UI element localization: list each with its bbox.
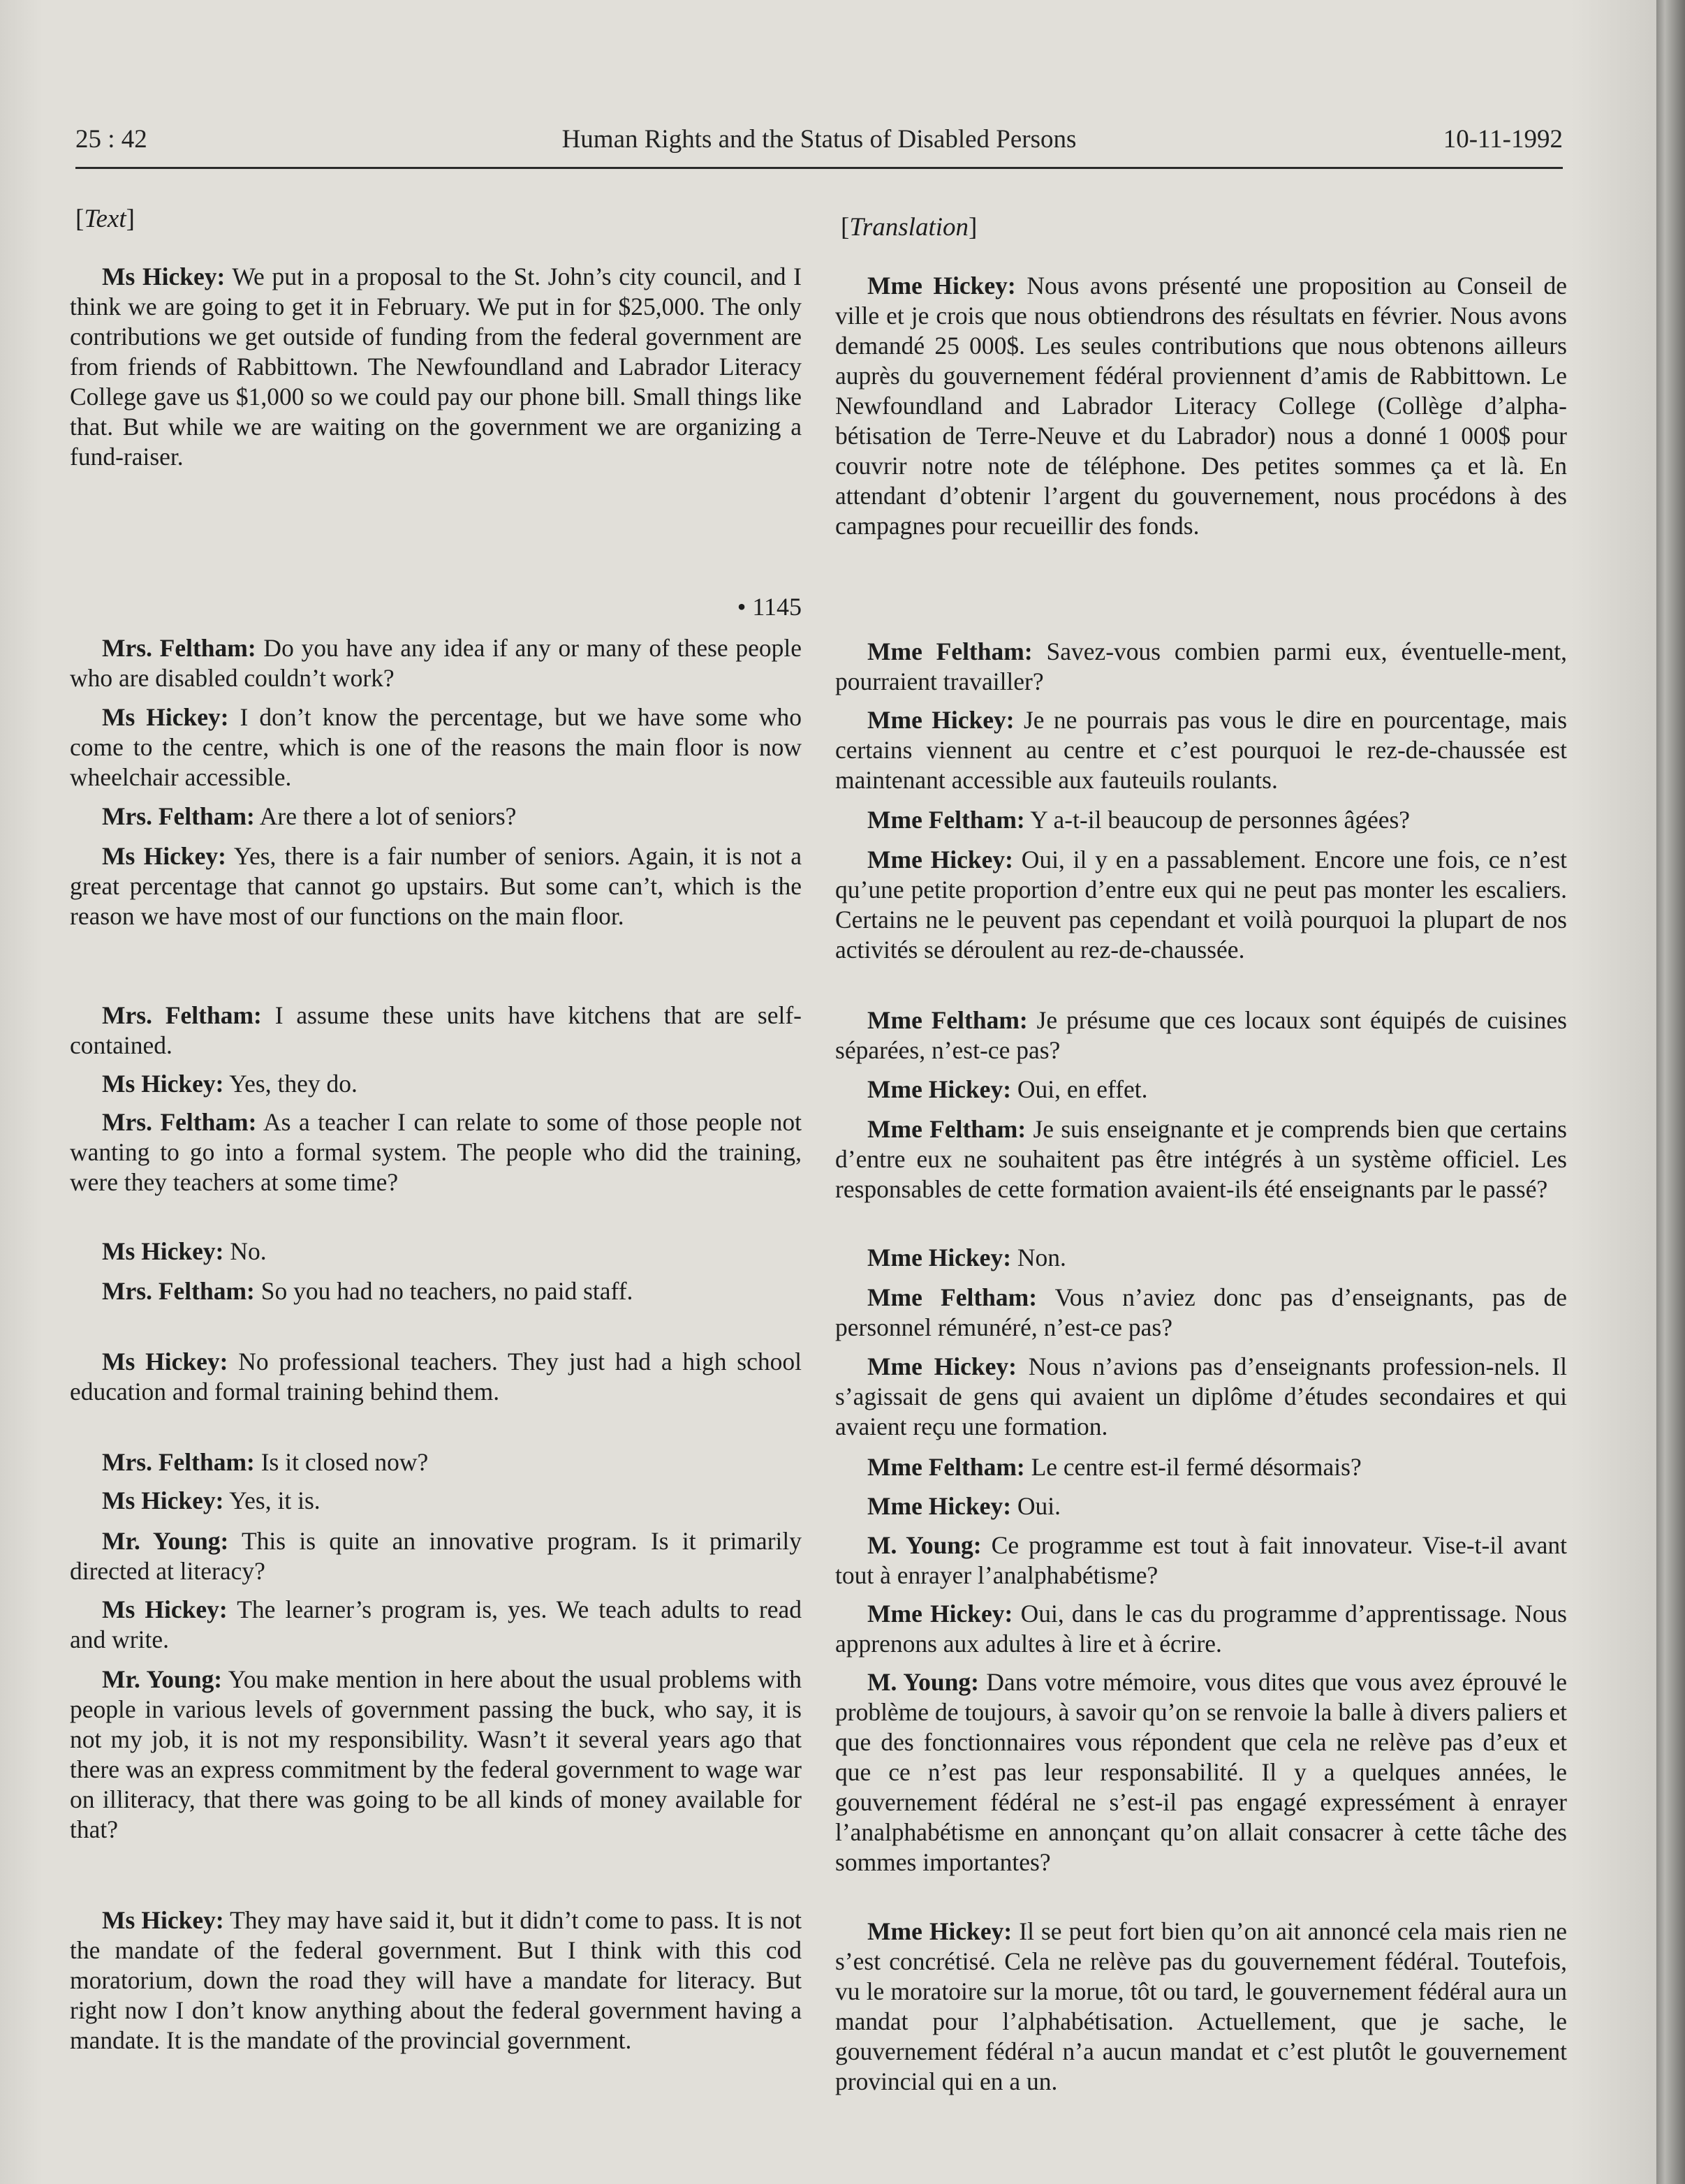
transcript-paragraph	[70, 1107, 802, 1197]
page-binding-edge	[1656, 0, 1685, 2184]
transcript-paragraph	[70, 1347, 802, 1407]
transcript-paragraph	[835, 1917, 1567, 2097]
speech: I don’t know the percentage, but we have some who come to the centre, which is one of the reasons the main floor is now wheelchair accessible.	[70, 703, 802, 791]
speaker: Ms Hickey:	[102, 1595, 228, 1623]
transcript-paragraph	[835, 1667, 1567, 1877]
speaker: M. Young:	[867, 1531, 982, 1559]
speaker: Mme Feltham:	[867, 1006, 1028, 1034]
speech: Non.	[1011, 1244, 1066, 1271]
speech: Le centre est-il fermé désormais?	[1024, 1453, 1362, 1481]
speaker: Ms Hickey:	[102, 703, 229, 731]
speaker: Mme Hickey:	[867, 846, 1013, 873]
transcript-paragraph	[835, 1352, 1567, 1442]
speaker: Mme Feltham:	[867, 637, 1033, 665]
time-marker: • 1145	[737, 593, 802, 621]
speaker: Mme Hickey:	[867, 1352, 1017, 1380]
speech: This is quite an innovative program. Is it primarily directed at literacy?	[70, 1527, 802, 1585]
transcript-paragraph	[70, 802, 802, 832]
speech: Dans votre mémoire, vous dites que vous avez éprouvé le problème de toujours, à savoir qu’on se renvoie la balle à divers paliers et que des fonctionnaires vous répondent que cela ne relève pas d’eux et que ce n’est pas leur responsabilité. Il y a quelques années, le gouvernement fédéral ne s’est-il pas engagé expressément à enrayer l’analphabétisme en annonçant qu’on allait consacrer à cette tâche des sommes importantes?	[835, 1668, 1568, 1876]
transcript-paragraph	[70, 1665, 802, 1845]
speaker: Mr. Young:	[102, 1665, 223, 1693]
speech: Y a-t-il beaucoup de personnes âgées?	[1024, 806, 1411, 834]
speaker: Ms Hickey:	[102, 1070, 224, 1098]
speaker: Mme Hickey:	[867, 1075, 1012, 1103]
speech: Nous n’avions pas d’enseignants profession-nels. Il s’agissait de gens qui avaient un diplôme d’études secondaires et qui avaient reçu une formation.	[835, 1352, 1567, 1440]
transcript-paragraph	[70, 1447, 802, 1477]
speech: Savez-vous combien parmi eux, éventuelle-ment, pourraient travailler?	[835, 637, 1567, 695]
speech: You make mention in here about the usual problems with people in various levels of government passing the buck, who say, it is not my job, it is not my responsibility. Wasn’t it several years ago that there was an express commitment by the federal government to wage war on illiteracy, that there was going to be all kinds of money available for that?	[70, 1665, 802, 1843]
speaker: Mme Hickey:	[867, 272, 1016, 300]
running-title: Human Rights and the Status of Disabled Persons	[561, 125, 1077, 154]
speaker: Mrs. Feltham:	[102, 802, 255, 830]
speech: Je ne pourrais pas vous le dire en pourcentage, mais certains viennent au centre et c’est pourquoi le rez-de-chaussée est maintenant accessible aux fauteuils roulants.	[835, 706, 1568, 794]
speech: Do you have any idea if any or many of these people who are disabled couldn’t work?	[70, 634, 802, 692]
transcript-paragraph	[835, 1452, 1567, 1482]
speech: I assume these units have kitchens that are self-contained.	[70, 1001, 802, 1059]
speaker: Ms Hickey:	[102, 1348, 228, 1375]
transcript-paragraph	[70, 1526, 802, 1586]
transcript-paragraph	[835, 271, 1567, 541]
speech: Yes, they do.	[223, 1070, 358, 1098]
speaker: Ms Hickey:	[102, 263, 226, 290]
transcript-paragraph	[835, 637, 1567, 697]
transcript-paragraph	[835, 1075, 1567, 1105]
speech: Ce programme est tout à fait innovateur. Vise-t-il avant tout à enrayer l’analphabétisme?	[835, 1531, 1567, 1589]
speech: So you had no teachers, no paid staff.	[254, 1277, 633, 1305]
transcript-paragraph	[70, 1486, 802, 1516]
transcript-paragraph	[70, 1595, 802, 1655]
speech: As a teacher I can relate to some of those people not wanting to go into a formal system. The people who did the training, were they teachers at some time?	[70, 1108, 802, 1196]
speech: Oui, en effet.	[1011, 1075, 1148, 1103]
speech: They may have said it, but it didn’t come to pass. It is not the mandate of the federal government. But I think with this cod moratorium, down the road they will have a mandate for literacy. But right now I don’t know anything about the federal government having a mandate. It is the mandate of the provincial government.	[70, 1906, 802, 2054]
speech: Je présume que ces locaux sont équipés de cuisines séparées, n’est-ce pas?	[835, 1006, 1567, 1064]
speech: Oui.	[1011, 1492, 1061, 1520]
speech: Oui, il y en a passablement. Encore une fois, ce n’est qu’une petite proportion d’entre eux qui ne peut pas monter les escaliers. Certains ne le peuvent pas cependant et voilà pourquoi la plupart de nos activités se déroulent au rez-de-chaussée.	[835, 846, 1568, 964]
translation-label: [Translation]	[841, 213, 978, 242]
speech: The learner’s program is, yes. We teach adults to read and write.	[70, 1595, 802, 1653]
transcript-paragraph	[835, 1283, 1567, 1343]
speaker: Mme Hickey:	[867, 706, 1015, 734]
speech: Is it closed now?	[254, 1448, 429, 1476]
transcript-paragraph	[70, 1069, 802, 1099]
transcript-paragraph	[835, 1005, 1567, 1065]
transcript-paragraph	[835, 845, 1567, 965]
speaker: Mme Feltham:	[867, 1453, 1025, 1481]
transcript-paragraph	[835, 705, 1567, 795]
speaker: Mme Hickey:	[867, 1244, 1012, 1271]
speaker: Mme Hickey:	[867, 1492, 1012, 1520]
speaker: Mme Hickey:	[867, 1600, 1013, 1628]
speaker: Ms Hickey:	[102, 1486, 224, 1514]
transcript-paragraph	[835, 1599, 1567, 1659]
transcript-paragraph	[70, 262, 802, 472]
speech: No.	[223, 1237, 267, 1265]
speaker: Ms Hickey:	[102, 1237, 224, 1265]
speaker: Mme Feltham:	[867, 806, 1025, 834]
page-reference: 25 : 42	[75, 125, 147, 154]
speech: Oui, dans le cas du programme d’apprentissage. Nous apprenons aux adultes à lire et à écrire.	[835, 1600, 1567, 1658]
transcript-paragraph	[835, 1491, 1567, 1521]
speaker: Ms Hickey:	[102, 1906, 224, 1934]
speaker: Mrs. Feltham:	[102, 1108, 257, 1136]
speaker: Mme Feltham:	[867, 1283, 1038, 1311]
speech: Je suis enseignante et je comprends bien que certains d’entre eux ne souhaitent pas être intégrés à un système officiel. Les responsables de cette formation avaient-ils été enseignants par le passé?	[835, 1115, 1567, 1203]
speaker: Mrs. Feltham:	[102, 1448, 255, 1476]
speech: Yes, there is a fair number of seniors. Again, it is not a great percentage that cannot go upstairs. But some can’t, which is the reason we have most of our functions on the main floor.	[70, 842, 802, 930]
speech: No professional teachers. They just had a high school education and formal training behind them.	[70, 1348, 802, 1405]
transcript-paragraph	[70, 1237, 802, 1267]
transcript-paragraph	[835, 1114, 1567, 1204]
header-date: 10-11-1992	[1443, 125, 1563, 154]
speech: Nous avons présenté une proposition au Conseil de ville et je crois que nous obtiendrons des résultats en février. Nous avons demandé 25 000$. Les seules contributions que nous obtenons ailleurs auprès du gouvernement fédéral proviennent d’amis de Rabbittown. Le Newfoundland and Labrador Literacy College (Collège d’alpha-bétisation de Terre-Neuve et du Labrador) nous a donné 1 000$ pour couvrir notre note de téléphone. Des petites sommes ça et là. En attendant d’obtenir l’argent du gouvernement, nous procédons à des campagnes pour recueillir des fonds.	[835, 272, 1567, 540]
speech: We put in a proposal to the St. John’s city council, and I think we are going to get it in February. We put in for $25,000. The only contributions we get outside of funding from the federal government are from friends of Rabbittown. The Newfoundland and Labrador Literacy College gave us $1,000 so we could pay our phone bill. Small things like that. But while we are waiting on the government we are organizing a fund-raiser.	[70, 263, 802, 471]
speaker: Mrs. Feltham:	[102, 1001, 262, 1029]
text-label: [Text]	[75, 205, 135, 233]
speaker: Mme Hickey:	[867, 1917, 1013, 1945]
speaker: Mrs. Feltham:	[102, 1277, 255, 1305]
speaker: Mme Feltham:	[867, 1115, 1027, 1143]
transcript-paragraph	[70, 1001, 802, 1061]
speaker: Mr. Young:	[102, 1527, 229, 1555]
transcript-paragraph	[835, 805, 1567, 835]
page-header	[75, 124, 1563, 166]
transcript-paragraph	[70, 1276, 802, 1306]
speech: Vous n’aviez donc pas d’enseignants, pas de personnel rémunéré, n’est-ce pas?	[835, 1283, 1568, 1341]
speaker: M. Young:	[867, 1668, 979, 1696]
speaker: Ms Hickey:	[102, 842, 226, 870]
transcript-paragraph	[70, 841, 802, 931]
speaker: Mrs. Feltham:	[102, 634, 256, 662]
transcript-paragraph	[835, 1243, 1567, 1273]
transcript-paragraph	[70, 702, 802, 792]
speech: Yes, it is.	[223, 1486, 321, 1514]
transcript-paragraph	[70, 633, 802, 693]
header-rule	[75, 167, 1563, 169]
speech: Il se peut fort bien qu’on ait annoncé cela mais rien ne s’est concrétisé. Cela ne relève pas du gouvernement fédéral. Toutefois, vu le moratoire sur la morue, tôt ou tard, le gouvernement fédéral aura un mandat pour l’alphabétisation. Actuellement, que je sache, le gouvernement fédéral n’a aucun mandat et c’est plutôt le gouvernement provincial qui en a un.	[835, 1917, 1567, 2095]
speech: Are there a lot of seniors?	[254, 802, 517, 830]
transcript-paragraph	[70, 1905, 802, 2056]
transcript-paragraph	[835, 1530, 1567, 1591]
